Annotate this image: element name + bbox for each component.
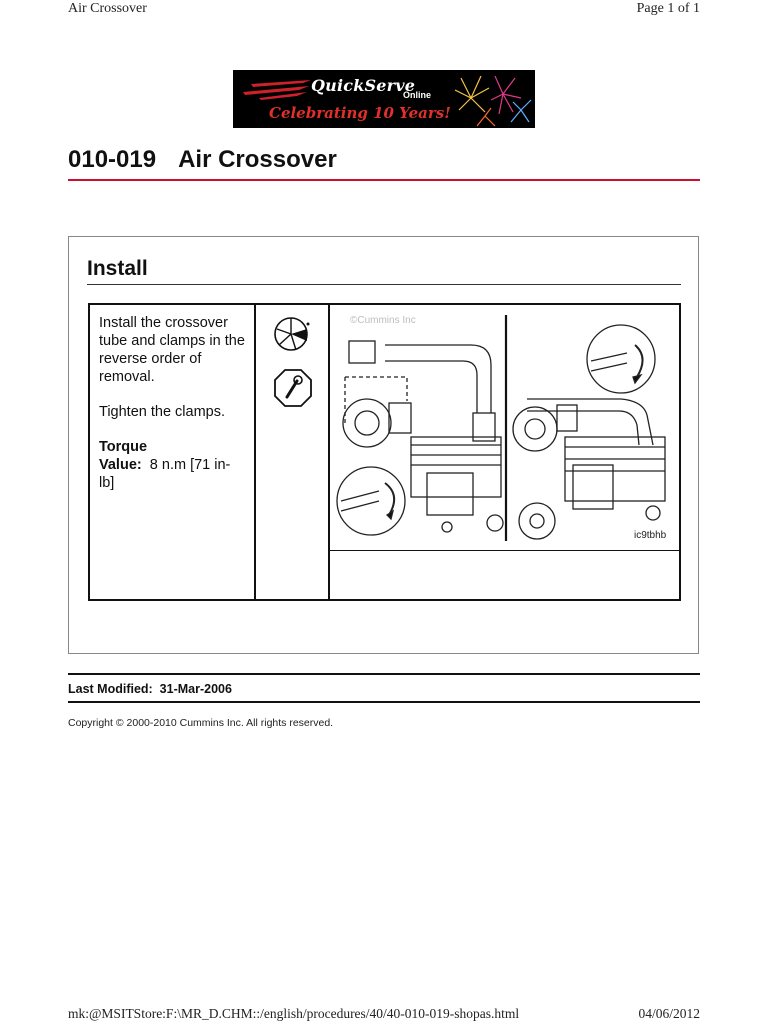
- banner-tagline: Celebrating 10 Years!: [269, 104, 451, 122]
- column-divider: [328, 303, 330, 601]
- figure-watermark: ©Cummins Inc: [350, 315, 416, 326]
- clamp-tool-icon: [273, 367, 313, 409]
- column-divider: [254, 303, 256, 601]
- figure-code: ic9tbhb: [634, 530, 667, 541]
- print-footer-path: mk:@MSITStore:F:\MR_D.CHM::/english/procedures/40/40-010-019-shopas.html: [68, 1006, 520, 1021]
- torque-wrench-icon: [272, 315, 312, 353]
- banner-brand: QuickServe: [311, 76, 416, 95]
- engine-diagram: [331, 305, 679, 549]
- torque-spec: [99, 438, 245, 492]
- section-divider: [87, 284, 681, 285]
- copyright-notice: Copyright © 2000-2010 Cummins Inc. All rights reserved.: [68, 717, 334, 729]
- last-modified-label: Last Modified:: [68, 682, 153, 696]
- section-title: Install: [87, 257, 148, 280]
- procedure-name: Air Crossover: [178, 146, 337, 173]
- figure-caption-divider: [329, 550, 681, 551]
- torque-value: 8 n.m [71 in-lb]: [99, 457, 231, 491]
- print-header-title: Air Crossover: [68, 1, 147, 16]
- quickserve-banner: [233, 70, 535, 128]
- torque-value-label: Value:: [99, 457, 142, 473]
- footer-divider-top: [68, 673, 700, 675]
- step-instruction: Install the crossover tube and clamps in the reverse order of removal.: [99, 315, 245, 385]
- last-modified: [68, 682, 232, 696]
- procedure-number: 010-019: [68, 146, 157, 173]
- print-footer-date: 04/06/2012: [638, 1006, 700, 1021]
- title-divider: [68, 179, 700, 181]
- banner-brand-sub: Online: [403, 90, 432, 100]
- print-header-page: Page 1 of 1: [636, 1, 700, 16]
- last-modified-date: 31-Mar-2006: [159, 682, 232, 696]
- page-title: [68, 146, 337, 174]
- footer-divider-bottom: [68, 701, 700, 703]
- step-action: Tighten the clamps.: [99, 404, 225, 420]
- torque-label: Torque: [99, 439, 148, 455]
- step-instructions: [99, 314, 245, 492]
